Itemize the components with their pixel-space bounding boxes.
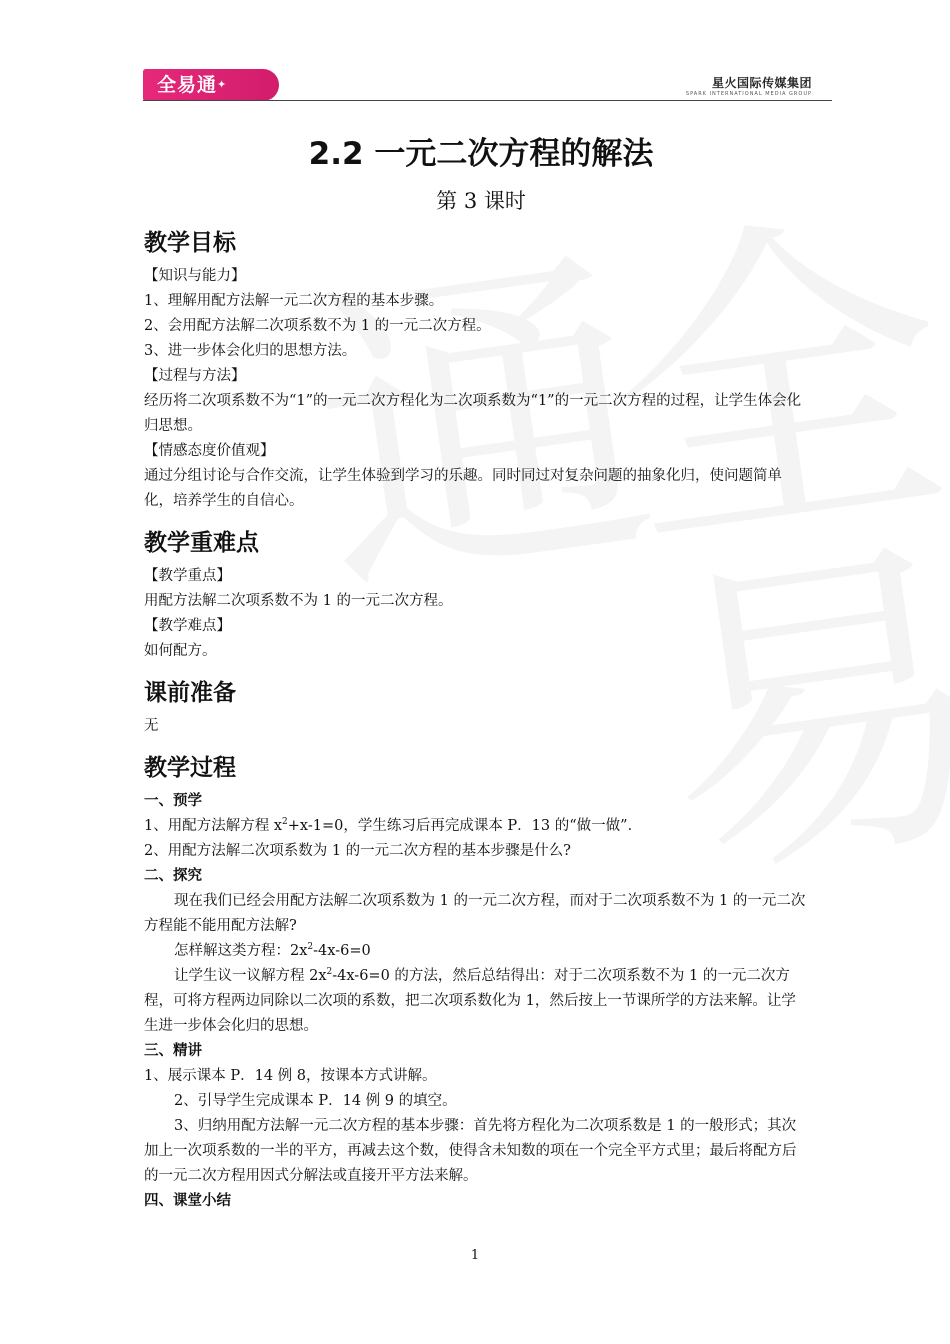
section-heading-process: 教学过程 (144, 755, 236, 781)
explore-para-1: 现在我们已经会用配方法解二次项系数为 1 的一元二次方程，而对于二次项系数不为 1 的一元二次方程能不能用配方法解? (144, 893, 806, 934)
difficulty-tag: 【教学难点】 (144, 618, 231, 634)
preview-item-2: 2、用配方法解二次项系数为 1 的一元二次方程的基本步骤是什么? (144, 843, 571, 859)
explore-para-2: 怎样解这类方程：$2x^2-4x-6=0$ (174, 942, 371, 959)
page-title: 2.2 一元二次方程的解法 (308, 136, 654, 172)
focus-text: 用配方法解二次项系数不为 1 的一元二次方程。 (144, 593, 453, 609)
knowledge-item: 3、进一步体会化归的思想方法。 (144, 343, 357, 359)
brand-logo (143, 69, 279, 101)
knowledge-item: 1、理解用配方法解一元二次方程的基本步骤。 (144, 293, 444, 309)
page-number: 1 (470, 1248, 480, 1263)
subsection-heading-preview: 一、预学 (144, 793, 202, 809)
prep-text: 无 (144, 718, 159, 734)
explore-para-3: 让学生议一议解方程 $2x^2-4x-6=0$ 的方法，然后总结得出：对于二次项系数不为 1 的一元二次方程，可将方程两边同除以二次项的系数，把二次项系数化为 1，然后按上一节课所学的方法来解。让学生进一步体会化归的思想。 (144, 967, 796, 1034)
subsection-heading-lecture: 三、精讲 (144, 1043, 202, 1059)
subsection-heading-explore: 二、探究 (144, 868, 202, 884)
knowledge-tag: 【知识与能力】 (144, 268, 246, 284)
section-heading-goals: 教学目标 (144, 230, 236, 256)
difficulty-text: 如何配方。 (144, 643, 217, 659)
publisher-brand (686, 74, 812, 97)
emotion-text: 通过分组讨论与合作交流，让学生体验到学习的乐趣。同时同过对复杂问题的抽象化归，使问题简单化，培养学生的自信心。 (144, 468, 782, 509)
knowledge-item: 2、会用配方法解二次项系数不为 1 的一元二次方程。 (144, 318, 491, 334)
page-subtitle: 第 3 课时 (436, 189, 526, 213)
lecture-item-2: 2、引导学生完成课本 P．14 例 9 的填空。 (174, 1093, 457, 1109)
subsection-heading-summary: 四、课堂小结 (144, 1193, 231, 1209)
publisher-name-en: SPARK INTERNATIONAL MEDIA GROUP (685, 91, 812, 97)
logo-star-icon: ✦ (217, 78, 228, 91)
logo-text: 全易通 (157, 74, 218, 96)
header-divider (143, 100, 832, 101)
preview-item-1: 1、用配方法解方程 $x^2+x-1=0$，学生练习后再完成课本 P．13 的“做一做”． (144, 817, 643, 834)
process-method-tag: 【过程与方法】 (144, 368, 246, 384)
process-method-text: 经历将二次项系数不为“1”的一元二次方程化为二次项系数为“1”的一元二次方程的过程，让学生体会化归思想。 (144, 393, 802, 434)
focus-tag: 【教学重点】 (144, 568, 231, 584)
lecture-item-3: 3、归纳用配方法解一元二次方程的基本步骤：首先将方程化为二次项系数是 1 的一般形式；其次加上一次项系数的一半的平方，再减去这个数，使得含未知数的项在一个完全平方式里；最后将配方后的一元二次方程用因式分解法或直接开平方法来解。 (144, 1118, 797, 1184)
document-body (144, 132, 808, 1214)
lecture-item-1: 1、展示课本 P．14 例 8，按课本方式讲解。 (144, 1068, 437, 1084)
section-heading-prep: 课前准备 (144, 680, 236, 706)
publisher-name-cn: 星火国际传媒集团 (711, 76, 812, 90)
section-heading-key-points: 教学重难点 (144, 530, 259, 556)
emotion-tag: 【情感态度价值观】 (144, 443, 275, 459)
